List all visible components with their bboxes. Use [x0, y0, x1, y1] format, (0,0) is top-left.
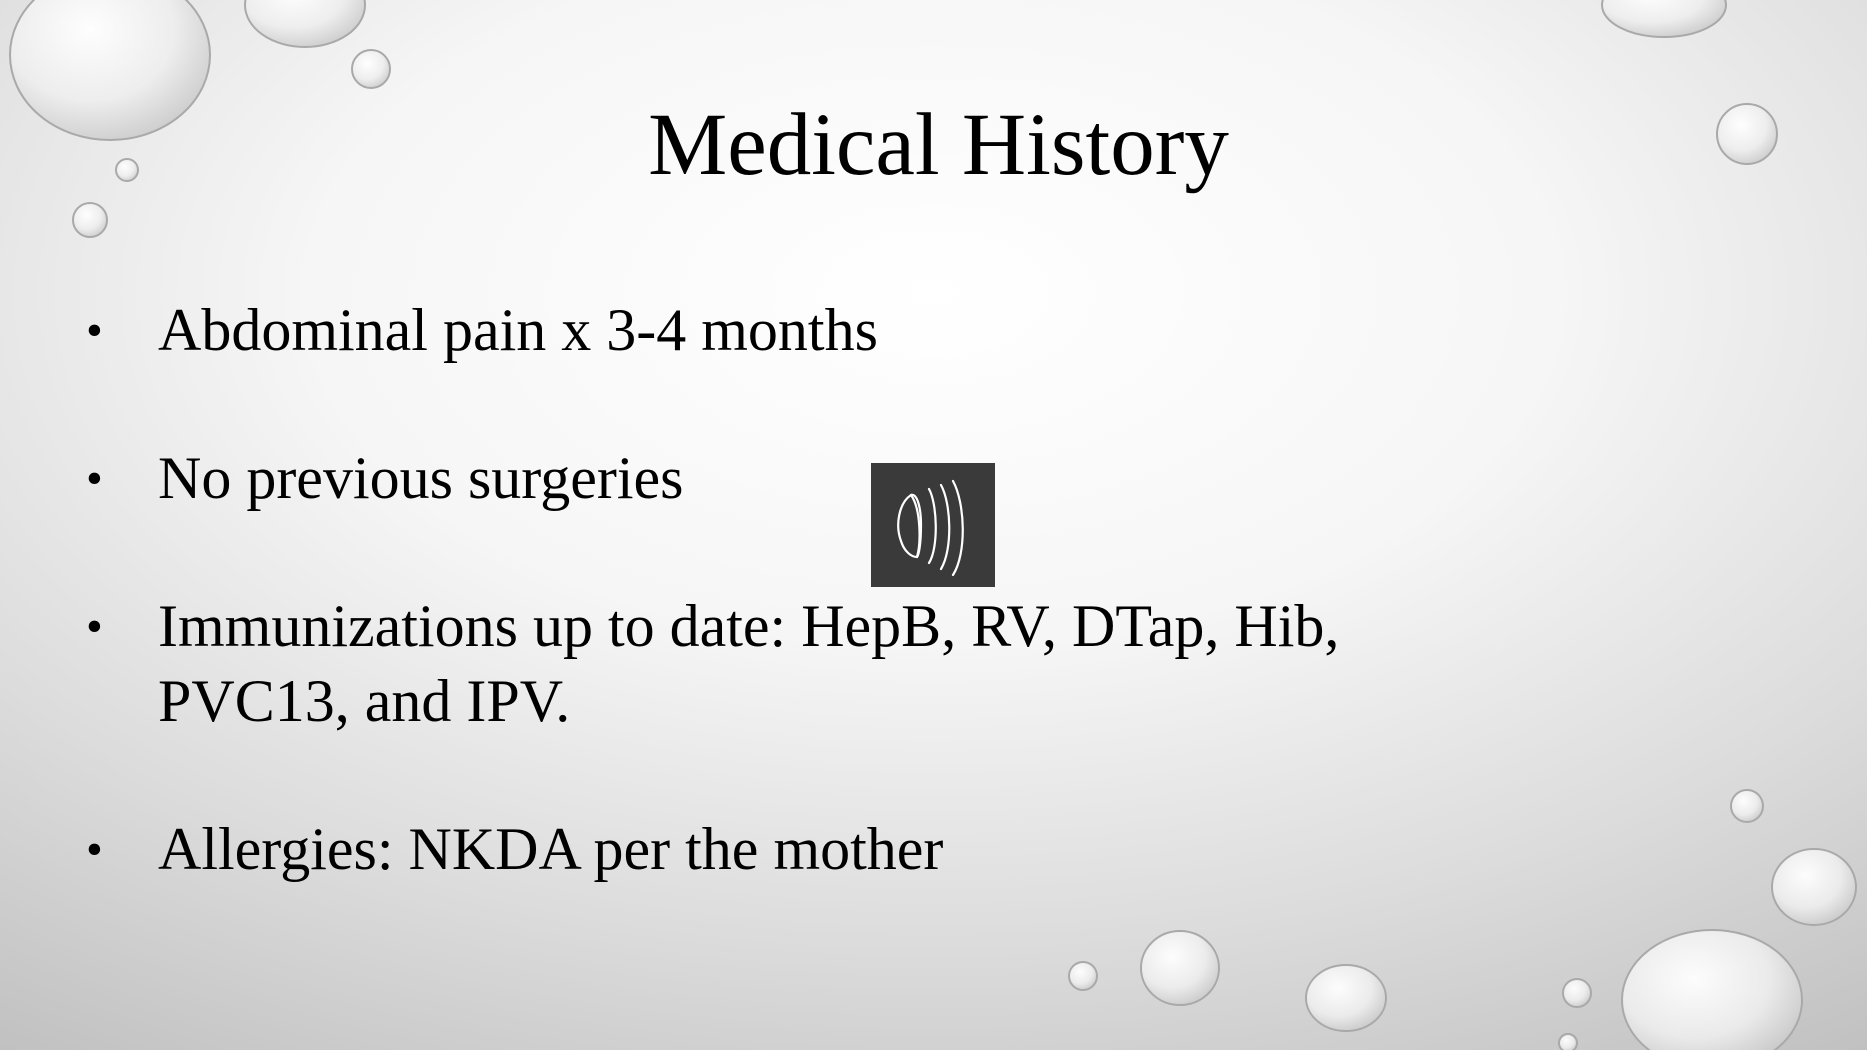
water-drop: [1306, 965, 1386, 1031]
bullet-item: [86, 589, 1486, 739]
speaker-audio-icon: [871, 463, 995, 587]
water-drop: [1602, 0, 1726, 37]
water-drop: [1559, 1034, 1577, 1050]
water-drop: [73, 203, 107, 237]
slide-title: Medical History: [648, 96, 1229, 194]
audio-play-button[interactable]: [871, 463, 995, 587]
water-drop: [1731, 790, 1763, 822]
bullet-marker: •: [86, 452, 103, 505]
water-drop: [245, 0, 365, 47]
water-drop: [352, 50, 390, 88]
water-drop: [1622, 930, 1802, 1050]
water-drop: [1772, 849, 1856, 925]
bullet-marker: •: [86, 823, 103, 876]
bullet-item: [86, 812, 1486, 887]
water-drop: [1069, 962, 1097, 990]
water-drop: [1141, 931, 1219, 1005]
bullet-text-immunizations: Immunizations up to date: HepB, RV, DTap, Hib, PVC13, and IPV.: [158, 593, 1340, 734]
water-drop: [1563, 979, 1591, 1007]
bullet-marker: •: [86, 600, 103, 653]
bullet-list: [86, 293, 1486, 887]
bullet-item: [86, 293, 1486, 368]
bullet-text-abdominal-pain: Abdominal pain x 3-4 months: [158, 297, 878, 363]
bullet-text-surgeries: No previous surgeries: [158, 445, 684, 511]
bullet-marker: •: [86, 304, 103, 357]
bullet-item: [86, 441, 1486, 516]
bullet-text-allergies: Allergies: NKDA per the mother: [158, 816, 944, 882]
